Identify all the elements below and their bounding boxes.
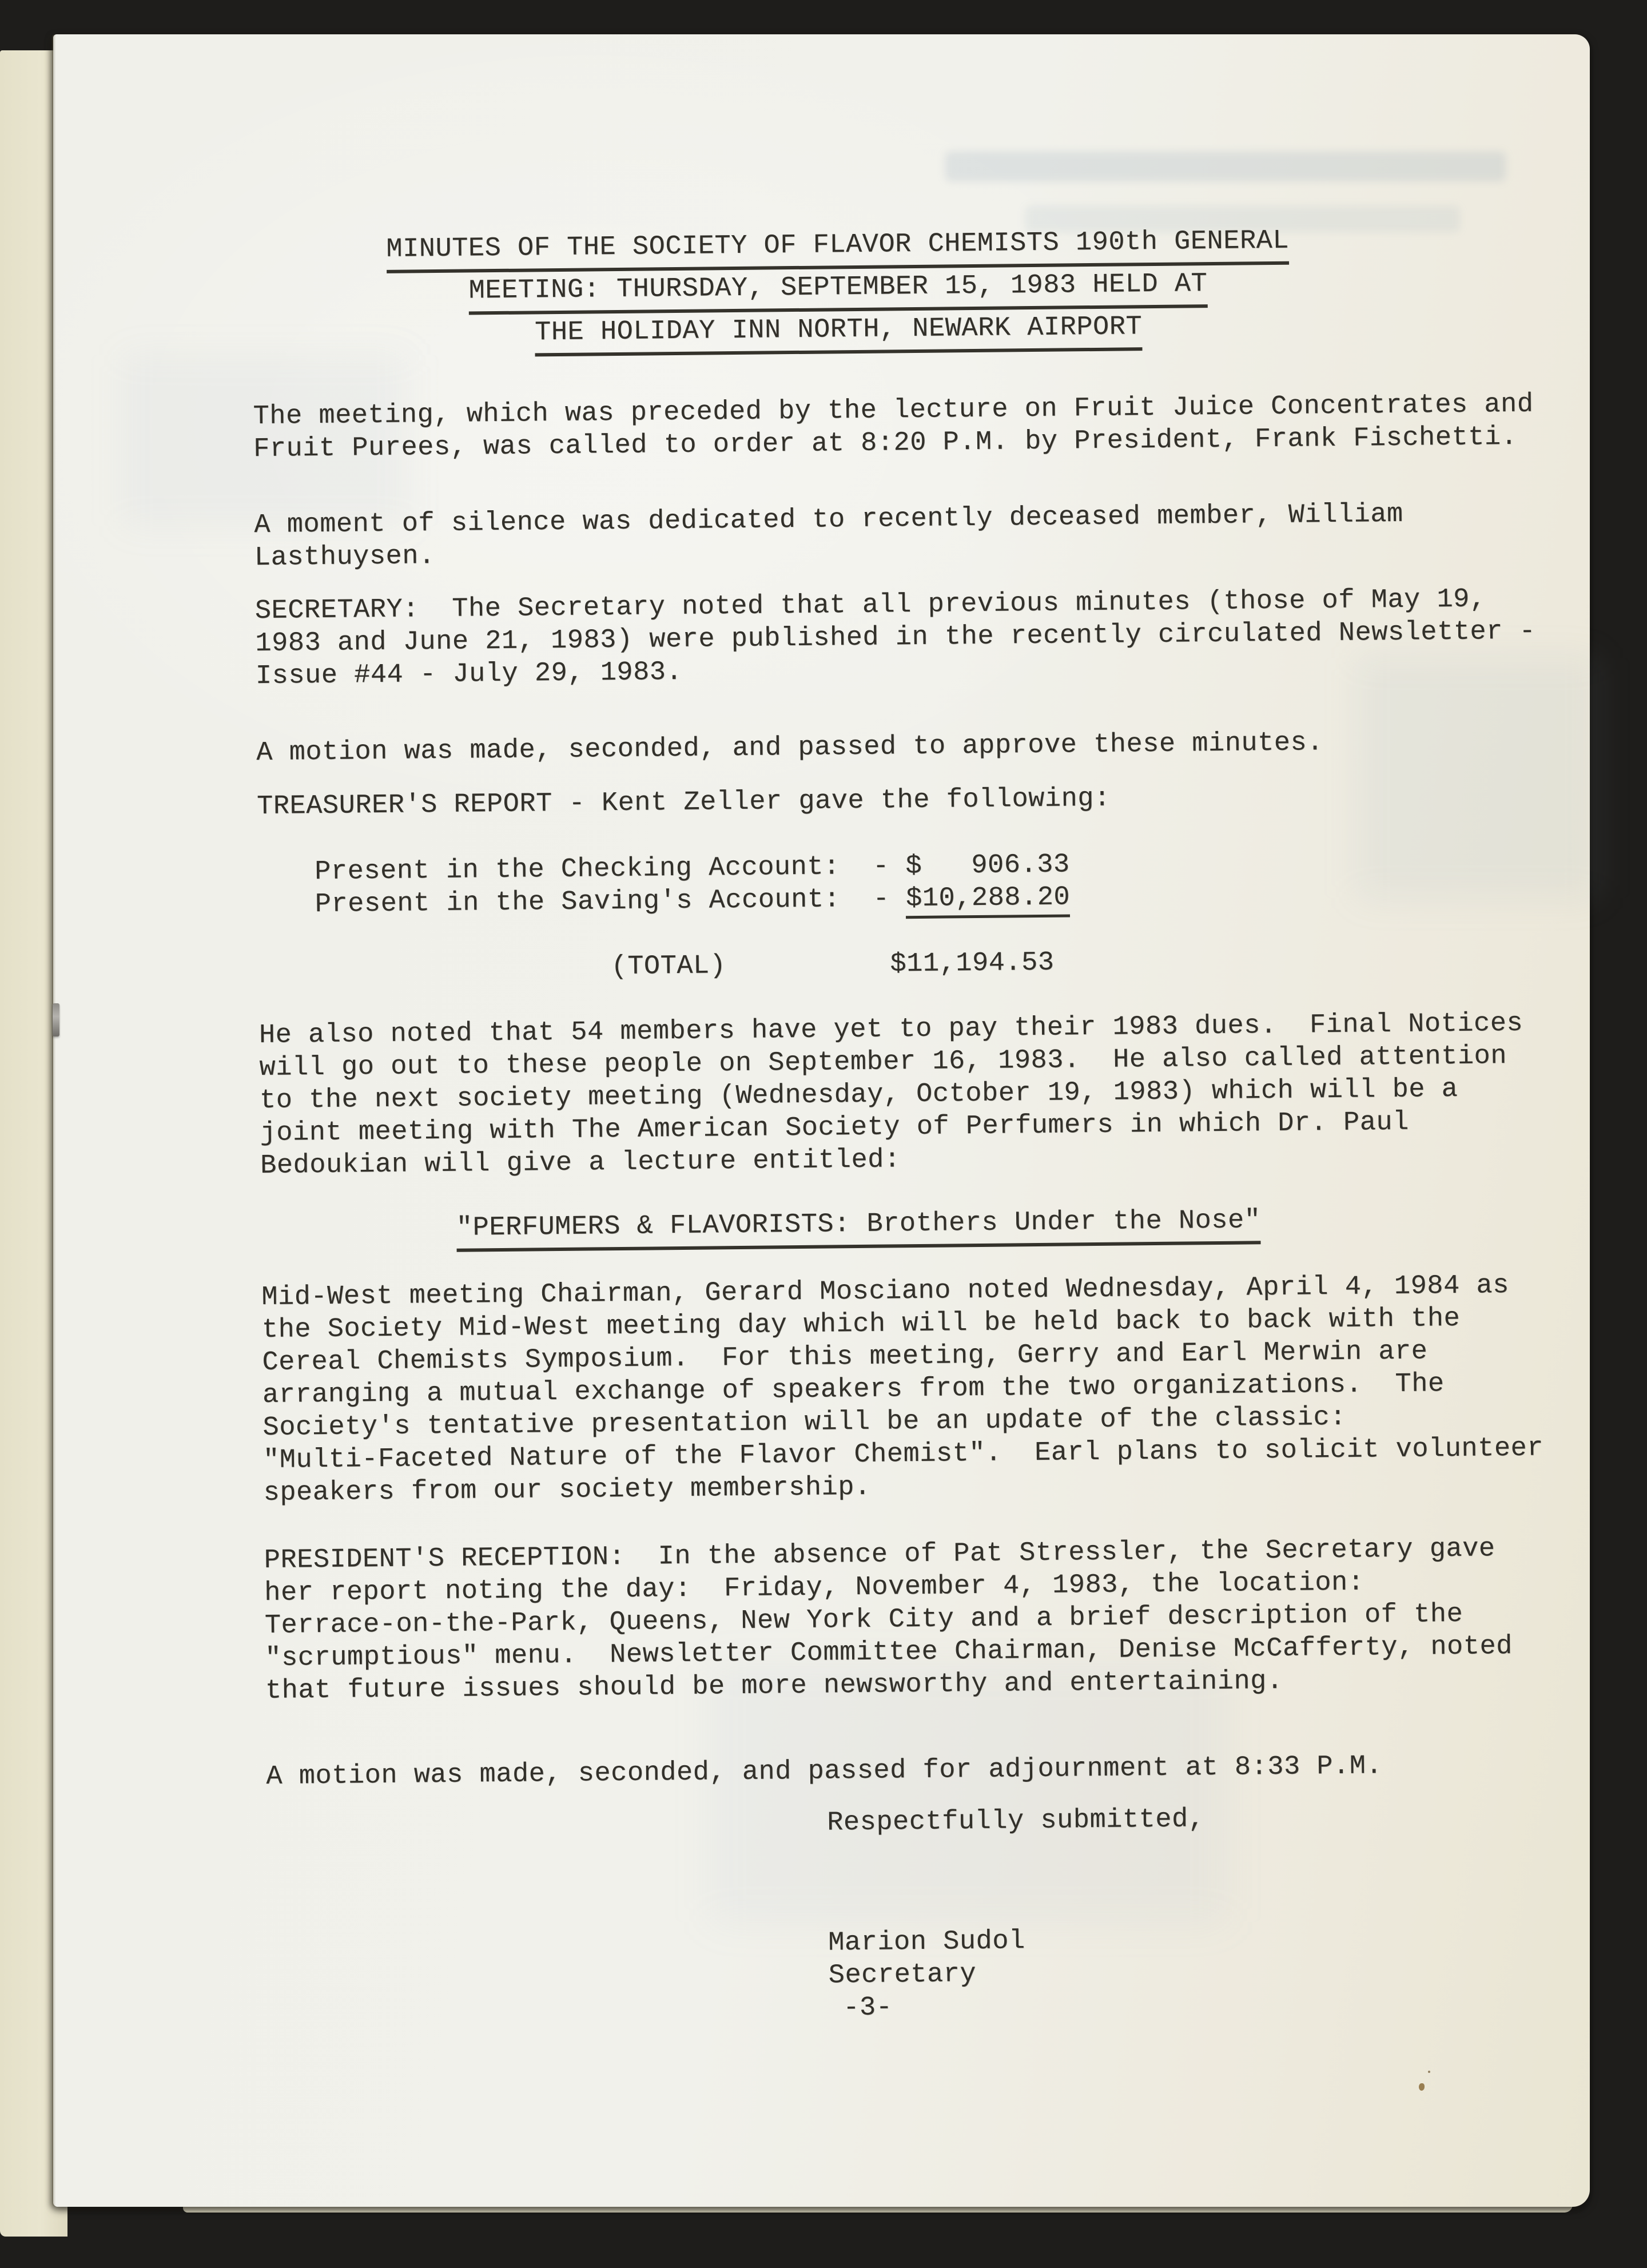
paragraph-dues-and-next-meeting: He also noted that 54 members have yet to pay their 1983 dues. Final Notices will go out to these people on September 16, 1983. He also called attention to the next society meeting (Wednesday, October 19, 1983) which will be a joint meeting with The American Society of Perfumers in which Dr. Paul Bedoukian will give a lecture entitled: [258, 1008, 1523, 1182]
lecture-title-heading [261, 1202, 1456, 1246]
document-page [53, 34, 1590, 2207]
valediction: Respectfully submitted, [826, 1804, 1205, 1838]
savings-amount: $10,288.20 [906, 882, 1071, 919]
paragraph-secretary-report: SECRETARY: The Secretary noted that all previous minutes (those of May 19, 1983 and June 21, 1983) were published in the recently circulated Newsletter - Issue #44 - July 29, 1983. [254, 584, 1536, 692]
typewritten-content [51, 22, 1608, 2209]
paragraph-presidents-reception: PRESIDENT'S RECEPTION: In the absence of Pat Stressler, the Secretary gave her report noting the day: Friday, November 4, 1983, the location: Terrace-on-the-Park, Queens, New York City and a brief description of the "scrumptious" menu. Newsletter Committee Chairman, Denise McCafferty, noted that future issues should be more newsworthy and entertaining. [264, 1534, 1513, 1707]
title-text: MEETING: THURSDAY, SEPTEMBER 15, 1983 HELD AT [468, 269, 1207, 315]
lecture-title-text: "PERFUMERS & FLAVORISTS: Brothers Under the Nose" [456, 1205, 1261, 1252]
paragraph-midwest-meeting: Mid-West meeting Chairman, Gerard Mosciano noted Wednesday, April 4, 1984 as the Society Mid-West meeting day which will be held back to back with the Cereal Chemists Symposium. For this meeting, Gerry and Earl Merwin are arranging a mutual exchange of speakers from the two organizations. The Society's tentative presentation will be an update of the classic: "Multi-Faceted Nature of the Flavor Chemist". Earl plans to solicit volunteer speakers from our society membership. [261, 1270, 1544, 1509]
savings-label: Present in the Saving's Account: - [315, 884, 906, 920]
staple [53, 1003, 59, 1036]
paragraph-motion-approve-minutes: A motion was made, seconded, and passed to approve these minutes. [256, 728, 1324, 769]
title-text: THE HOLIDAY INN NORTH, NEWARK AIRPORT [535, 312, 1143, 356]
page-number: -3- [843, 1992, 893, 2024]
treasurer-checking-line: Present in the Checking Account: - $ 906.33 [314, 849, 1070, 888]
treasurer-total-line: (TOTAL) $11,194.53 [315, 947, 1055, 986]
paragraph-motion-adjournment: A motion was made, seconded, and passed for adjournment at 8:33 P.M. [266, 1751, 1383, 1793]
paragraph-opening: The meeting, which was preceded by the lecture on Fruit Juice Concentrates and Fruit Purees, was called to order at 8:20 P.M. by President, Frank Fischetti. [253, 389, 1534, 465]
signature-name: Marion Sudol [828, 1926, 1025, 1959]
signature-role: Secretary [828, 1959, 977, 1991]
paragraph-moment-of-silence: A moment of silence was dedicated to recently deceased member, William Lasthuysen. [254, 499, 1403, 574]
title-text: MINUTES OF THE SOCIETY OF FLAVOR CHEMISTS 190th GENERAL [386, 226, 1289, 273]
paragraph-treasurer-report-heading: TREASURER'S REPORT - Kent Zeller gave the following: [256, 783, 1111, 823]
